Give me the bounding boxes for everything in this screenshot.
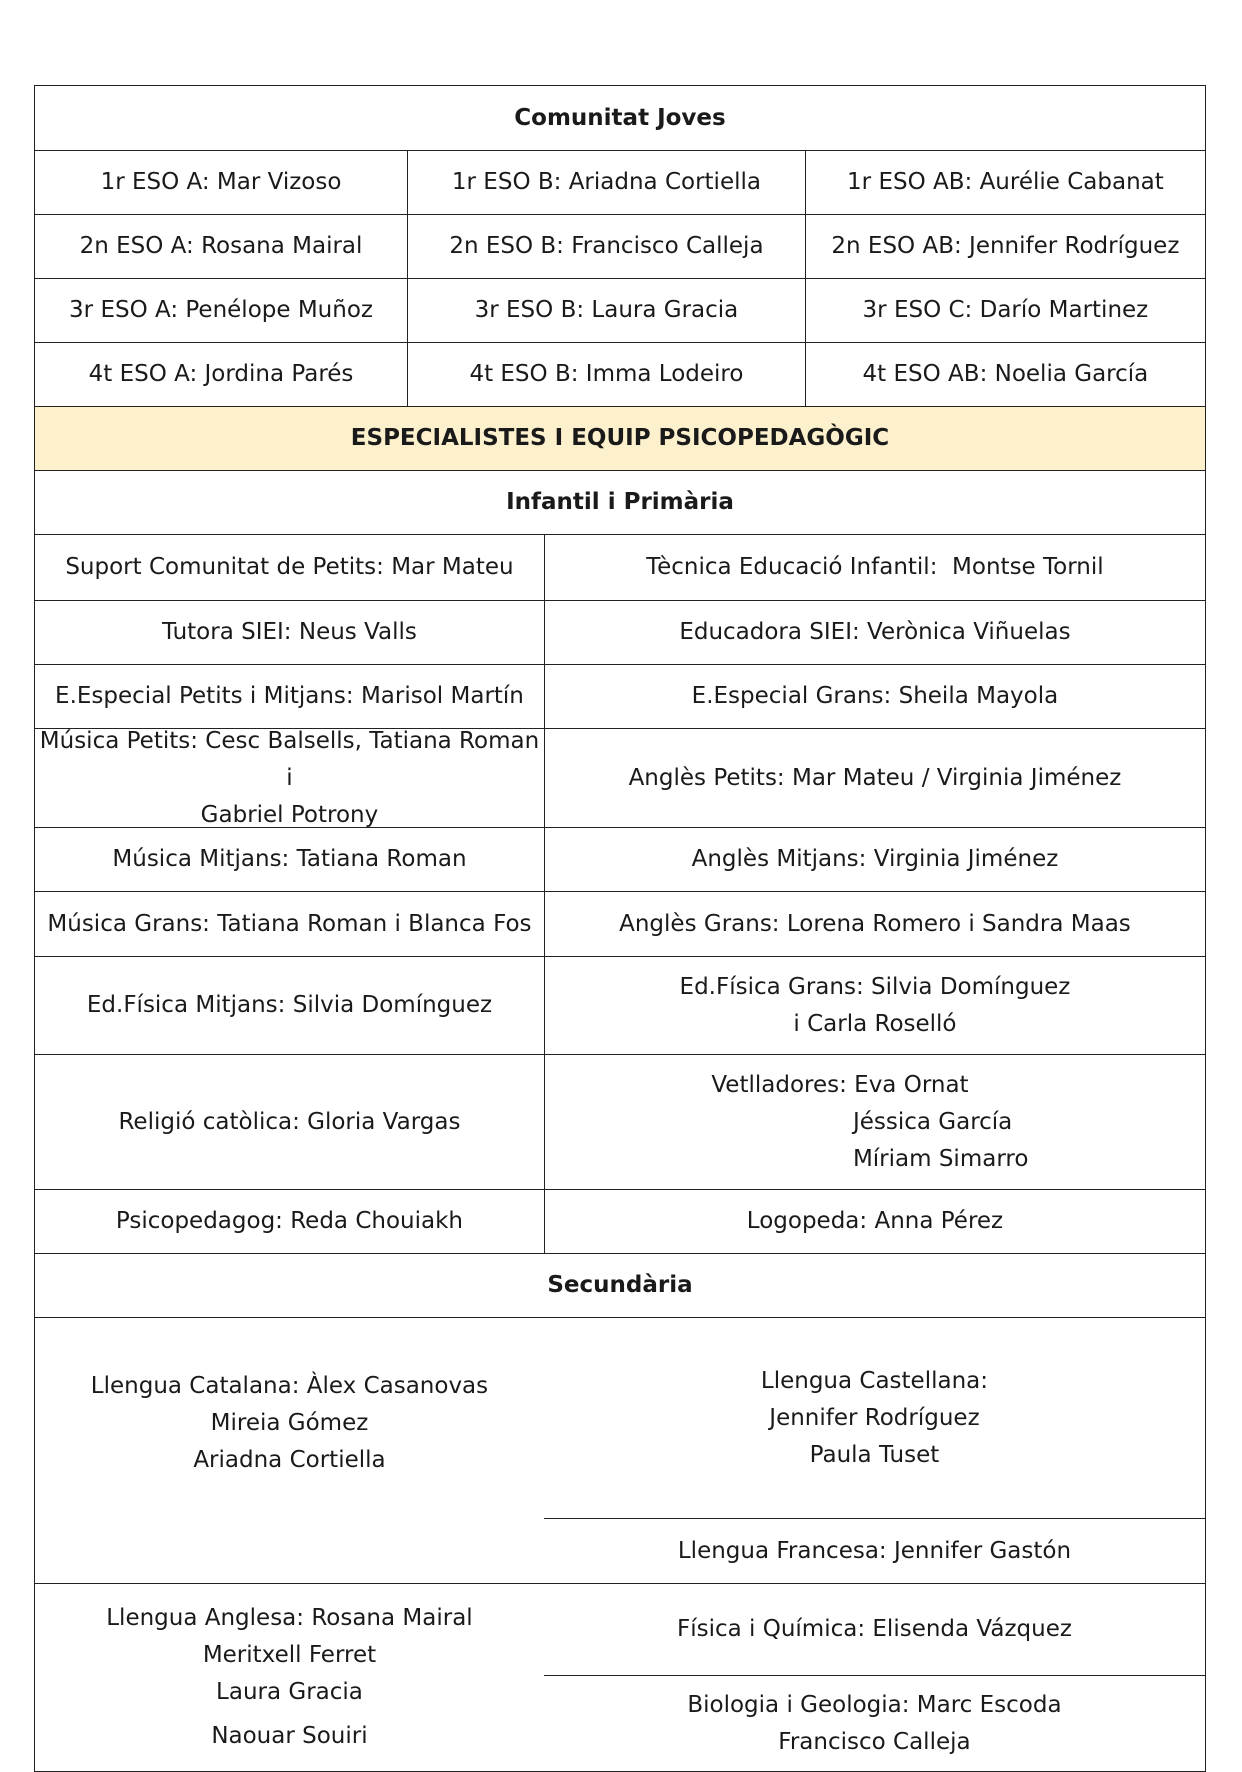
table-cell: Religió catòlica: Gloria Vargas	[118, 1108, 461, 1135]
table-cell: 2n ESO AB: Jennifer Rodríguez	[805, 215, 1205, 278]
table-row	[35, 600, 1205, 664]
table-cell: Educadora SIEI: Verònica Viñuelas	[544, 601, 1205, 664]
table-cell: Tutora SIEI: Neus Valls	[162, 619, 417, 645]
table-row	[35, 342, 1205, 406]
section-title: Comunitat Joves	[514, 104, 726, 131]
cell-line: Francisco Calleja	[778, 1728, 971, 1755]
table-cell: 4t ESO B: Imma Lodeiro	[407, 343, 805, 406]
table-cell	[35, 1584, 544, 1771]
table-row	[35, 956, 1205, 1054]
table-cell: E.Especial Grans: Sheila Mayola	[544, 665, 1205, 728]
subsection-title: Secundària	[547, 1272, 693, 1298]
table-row	[35, 1317, 1205, 1583]
cell-line: Paula Tuset	[809, 1441, 940, 1468]
infantil-header-row	[35, 470, 1205, 534]
table-cell: 1r ESO A: Mar Vizoso	[100, 169, 342, 195]
table-cell: Música Grans: Tatiana Roman i Blanca Fos	[47, 910, 532, 937]
table-cell: Logopeda: Anna Pérez	[544, 1190, 1205, 1253]
table-cell: Llengua Francesa: Jennifer Gastón	[544, 1518, 1205, 1583]
cell-line: Vetlladores: Eva Ornat	[711, 1071, 969, 1098]
table-cell: 4t ESO AB: Noelia García	[805, 343, 1205, 406]
table-cell: 2n ESO A: Rosana Mairal	[79, 233, 363, 259]
table-cell: 3r ESO C: Darío Martinez	[805, 279, 1205, 342]
table-cell: Anglès Petits: Mar Mateu / Virginia Jiménez	[544, 729, 1205, 827]
table-cell: Ed.Física Mitjans: Silvia Domínguez	[86, 992, 493, 1018]
comunitat-joves-header-row	[35, 86, 1205, 150]
table-row	[35, 534, 1205, 600]
table-cell: 3r ESO B: Laura Gracia	[407, 279, 805, 342]
table-row	[35, 1054, 1205, 1189]
table-cell: 4t ESO A: Jordina Parés	[88, 361, 354, 387]
table-cell	[35, 729, 544, 827]
table-cell	[544, 1675, 1205, 1771]
table-column	[544, 1318, 1205, 1583]
table-cell: Anglès Mitjans: Virginia Jiménez	[544, 828, 1205, 891]
cell-line: Míriam Simarro	[852, 1145, 1029, 1172]
table-cell: Tècnica Educació Infantil: Montse Tornil	[544, 535, 1205, 600]
table-cell: 1r ESO AB: Aurélie Cabanat	[805, 151, 1205, 214]
table-cell: 1r ESO B: Ariadna Cortiella	[407, 151, 805, 214]
section-title: ESPECIALISTES I EQUIP PSICOPEDAGÒGIC	[350, 425, 890, 451]
table-row	[35, 150, 1205, 214]
table-cell	[544, 1318, 1205, 1518]
table-cell: Anglès Grans: Lorena Romero i Sandra Maas	[544, 892, 1205, 956]
table-cell: 3r ESO A: Penélope Muñoz	[69, 297, 373, 323]
table-cell: Física i Química: Elisenda Vázquez	[676, 1616, 1072, 1642]
cell-line: Mireia Gómez	[210, 1410, 369, 1436]
table-cell	[544, 1055, 1205, 1189]
table-row	[35, 891, 1205, 956]
table-row	[35, 827, 1205, 891]
cell-line: Llengua Castellana:	[760, 1367, 989, 1394]
table-cell: E.Especial Petits i Mitjans: Marisol Martín	[55, 683, 524, 709]
cell-line: Meritxell Ferret	[202, 1642, 377, 1668]
table-row	[35, 728, 1205, 827]
cell-line: Laura Gracia	[216, 1679, 363, 1705]
table-row	[35, 214, 1205, 278]
table-cell: Suport Comunitat de Petits: Mar Mateu	[65, 554, 514, 580]
cell-line: Gabriel Potrony	[200, 801, 379, 828]
table-cell	[35, 1318, 544, 1583]
cell-line: Jennifer Rodríguez	[769, 1404, 980, 1431]
table-row	[35, 1583, 1205, 1771]
subsection-title: Infantil i Primària	[506, 489, 734, 515]
table-cell: 2n ESO B: Francisco Calleja	[407, 215, 805, 278]
table-cell: Música Mitjans: Tatiana Roman	[112, 846, 467, 872]
table-cell	[544, 957, 1205, 1054]
cell-line: Naouar Souiri	[211, 1723, 368, 1749]
especialistes-header-row	[35, 406, 1205, 470]
table-row	[35, 664, 1205, 728]
staff-table	[34, 85, 1206, 1772]
cell-line: i Carla Roselló	[793, 1010, 957, 1037]
table-row	[35, 278, 1205, 342]
cell-line: Jéssica García	[852, 1108, 1013, 1135]
table-cell: Psicopedagog: Reda Chouiakh	[115, 1208, 464, 1234]
table-row	[35, 1189, 1205, 1253]
cell-line: Biologia i Geologia: Marc Escoda	[687, 1691, 1062, 1718]
table-column	[544, 1584, 1205, 1771]
cell-line: Ed.Física Grans: Silvia Domínguez	[679, 973, 1071, 1000]
cell-line: Llengua Anglesa: Rosana Mairal	[106, 1605, 473, 1631]
cell-line: Música Petits: Cesc Balsells, Tatiana Roman i	[39, 727, 540, 791]
secundaria-header-row	[35, 1253, 1205, 1317]
cell-line: Llengua Catalana: Àlex Casanovas	[90, 1373, 489, 1399]
cell-line: Ariadna Cortiella	[193, 1447, 386, 1473]
